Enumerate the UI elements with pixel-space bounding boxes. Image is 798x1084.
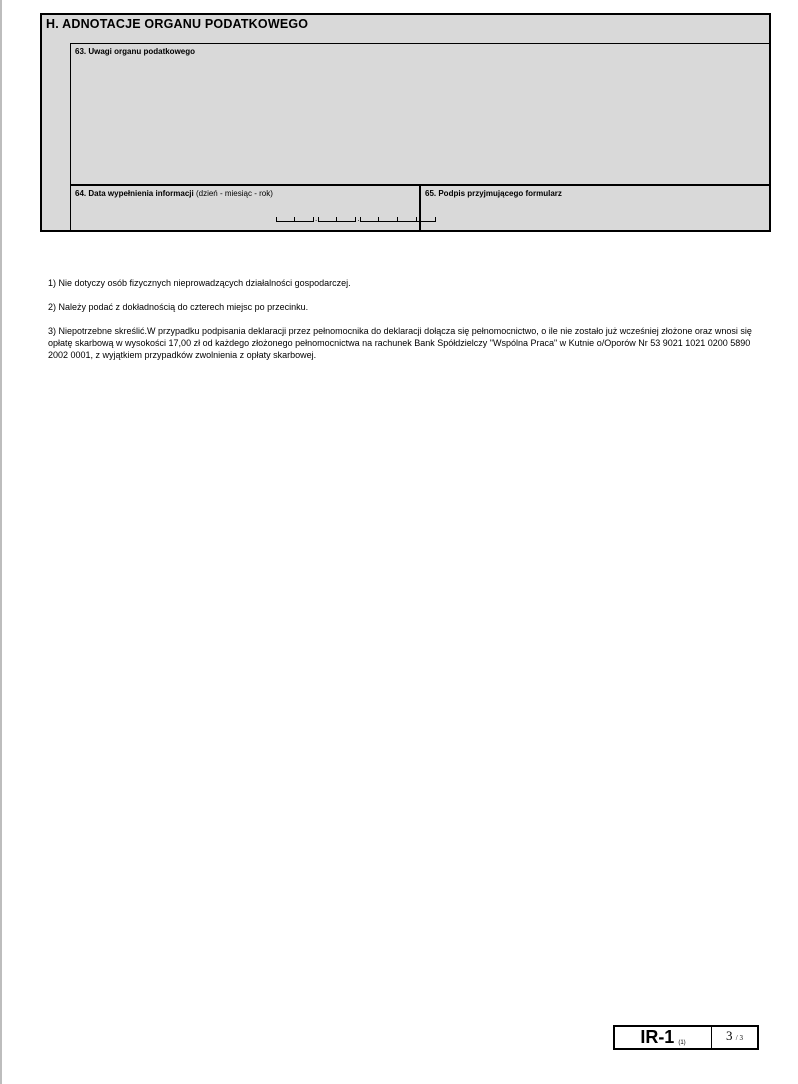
- year-digit-cell[interactable]: [360, 217, 379, 222]
- year-digit-cell[interactable]: [398, 217, 417, 222]
- footnote-2: 2) Należy podać z dokładnością do czterech miejsc po przecinku.: [48, 302, 309, 312]
- field-65-label: 65. Podpis przyjmującego formularz: [425, 189, 562, 198]
- date-input-cells[interactable]: [276, 216, 436, 222]
- day-digit-cell[interactable]: [276, 217, 295, 222]
- page-left-rule: [0, 0, 2, 1084]
- field-63-label: 63. Uwagi organu podatkowego: [75, 47, 196, 56]
- field-64-label: [75, 189, 273, 198]
- section-title: H. ADNOTACJE ORGANU PODATKOWEGO: [46, 17, 309, 31]
- form-id-text: IR-1: [640, 1027, 675, 1047]
- month-digit-cell[interactable]: [337, 217, 356, 222]
- field-65-receiver-signature[interactable]: [421, 185, 771, 232]
- page-total: / 3: [735, 1034, 743, 1042]
- year-digit-cell[interactable]: [379, 217, 398, 222]
- month-digit-cell[interactable]: [318, 217, 337, 222]
- field-63-authority-remarks[interactable]: [70, 43, 771, 185]
- footnote-1: 1) Nie dotyczy osób fizycznych nieprowadzących działalności gospodarczej.: [48, 278, 351, 288]
- date-separator: .: [315, 214, 318, 223]
- date-separator: .: [357, 214, 360, 223]
- day-digit-cell[interactable]: [295, 217, 314, 222]
- field-64-fill-date[interactable]: [70, 185, 421, 232]
- footnote-3: 3) Niepotrzebne skreślić.W przypadku podpisania deklaracji przez pełnomocnika do deklaracji dołącza się pełnomocnictwo, o ile nie zostało już wcześniej złożone oraz wnosi się opłatę skarbową w wysokości 17,00 zł od każdego złożonego pełnomocnictwa na rachunek Bank Spółdzielczy "Wspólna Praca" w Kutnie o/Oporów Nr 53 9021 1021 0200 5890 2002 0001, z wyjątkiem przypadków zwolnienia z opłaty skarbowej.: [48, 326, 752, 360]
- form-footer: [613, 1025, 759, 1050]
- page-current: 3: [726, 1028, 733, 1043]
- section-h-tax-authority-annotations: [40, 13, 771, 232]
- form-identifier: [615, 1027, 712, 1048]
- page-number: [712, 1027, 757, 1048]
- field-64-date-format-hint: (dzień - miesiąc - rok): [195, 189, 273, 198]
- field-64-label-text: 64. Data wypełnienia informacji: [75, 189, 194, 198]
- form-variant: (1): [678, 1039, 686, 1046]
- footnotes: [48, 277, 753, 373]
